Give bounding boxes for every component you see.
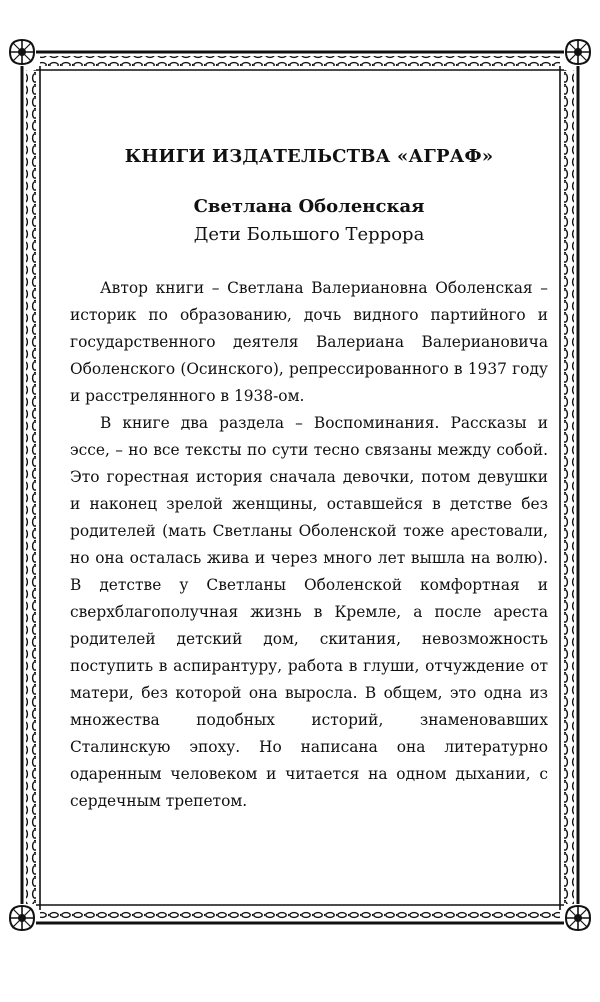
series-title: КНИГИ ИЗДАТЕЛЬСТВА «АГРАФ» xyxy=(124,146,494,167)
book-title: Дети Большого Террора xyxy=(193,224,425,245)
description xyxy=(70,275,548,815)
corner-ornament-icon xyxy=(8,904,36,932)
page-content xyxy=(70,132,548,815)
left-border xyxy=(22,66,40,910)
top-border xyxy=(36,52,564,70)
corner-ornament-icon xyxy=(564,904,592,932)
corner-ornament-icon xyxy=(8,38,36,66)
book-heading xyxy=(70,193,548,249)
description-paragraph: Автор книги – Светлана Валериановна Оболенская – историк по образованию, дочь видного партийного и государственного деятеля Валериана Валериановича Оболенского (Осинского), репрессированного в 1937 году и расстрелянного в 1938-ом. xyxy=(70,279,548,405)
book-author: Светлана Оболенская xyxy=(193,196,425,217)
description-paragraph: В книге два раздела – Воспоминания. Рассказы и эссе, – но все тексты по сути тесно связаны между собой. Это горестная история сначала девочки, потом девушки и наконец зрелой женщины, оставшейся в детстве без родителей (мать Светланы Оболенской тоже арестовали, но она осталась жива и через много лет вышла на волю). В детстве у Светланы Оболенской комфортная и сверхблагополучная жизнь в Кремле, а после ареста родителей детский дом, скитания, невозможность поступить в аспирантуру, работа в глуши, отчуждение от матери, без которой она выросла. В общем, это одна из множества подобных историй, знаменовавших Сталинскую эпоху. Но написана она литературно одаренным человеком и читается на одном дыхании, с сердечным трепетом. xyxy=(70,414,548,810)
corner-ornament-icon xyxy=(564,38,592,66)
right-border xyxy=(560,66,578,910)
bottom-border xyxy=(36,905,564,923)
